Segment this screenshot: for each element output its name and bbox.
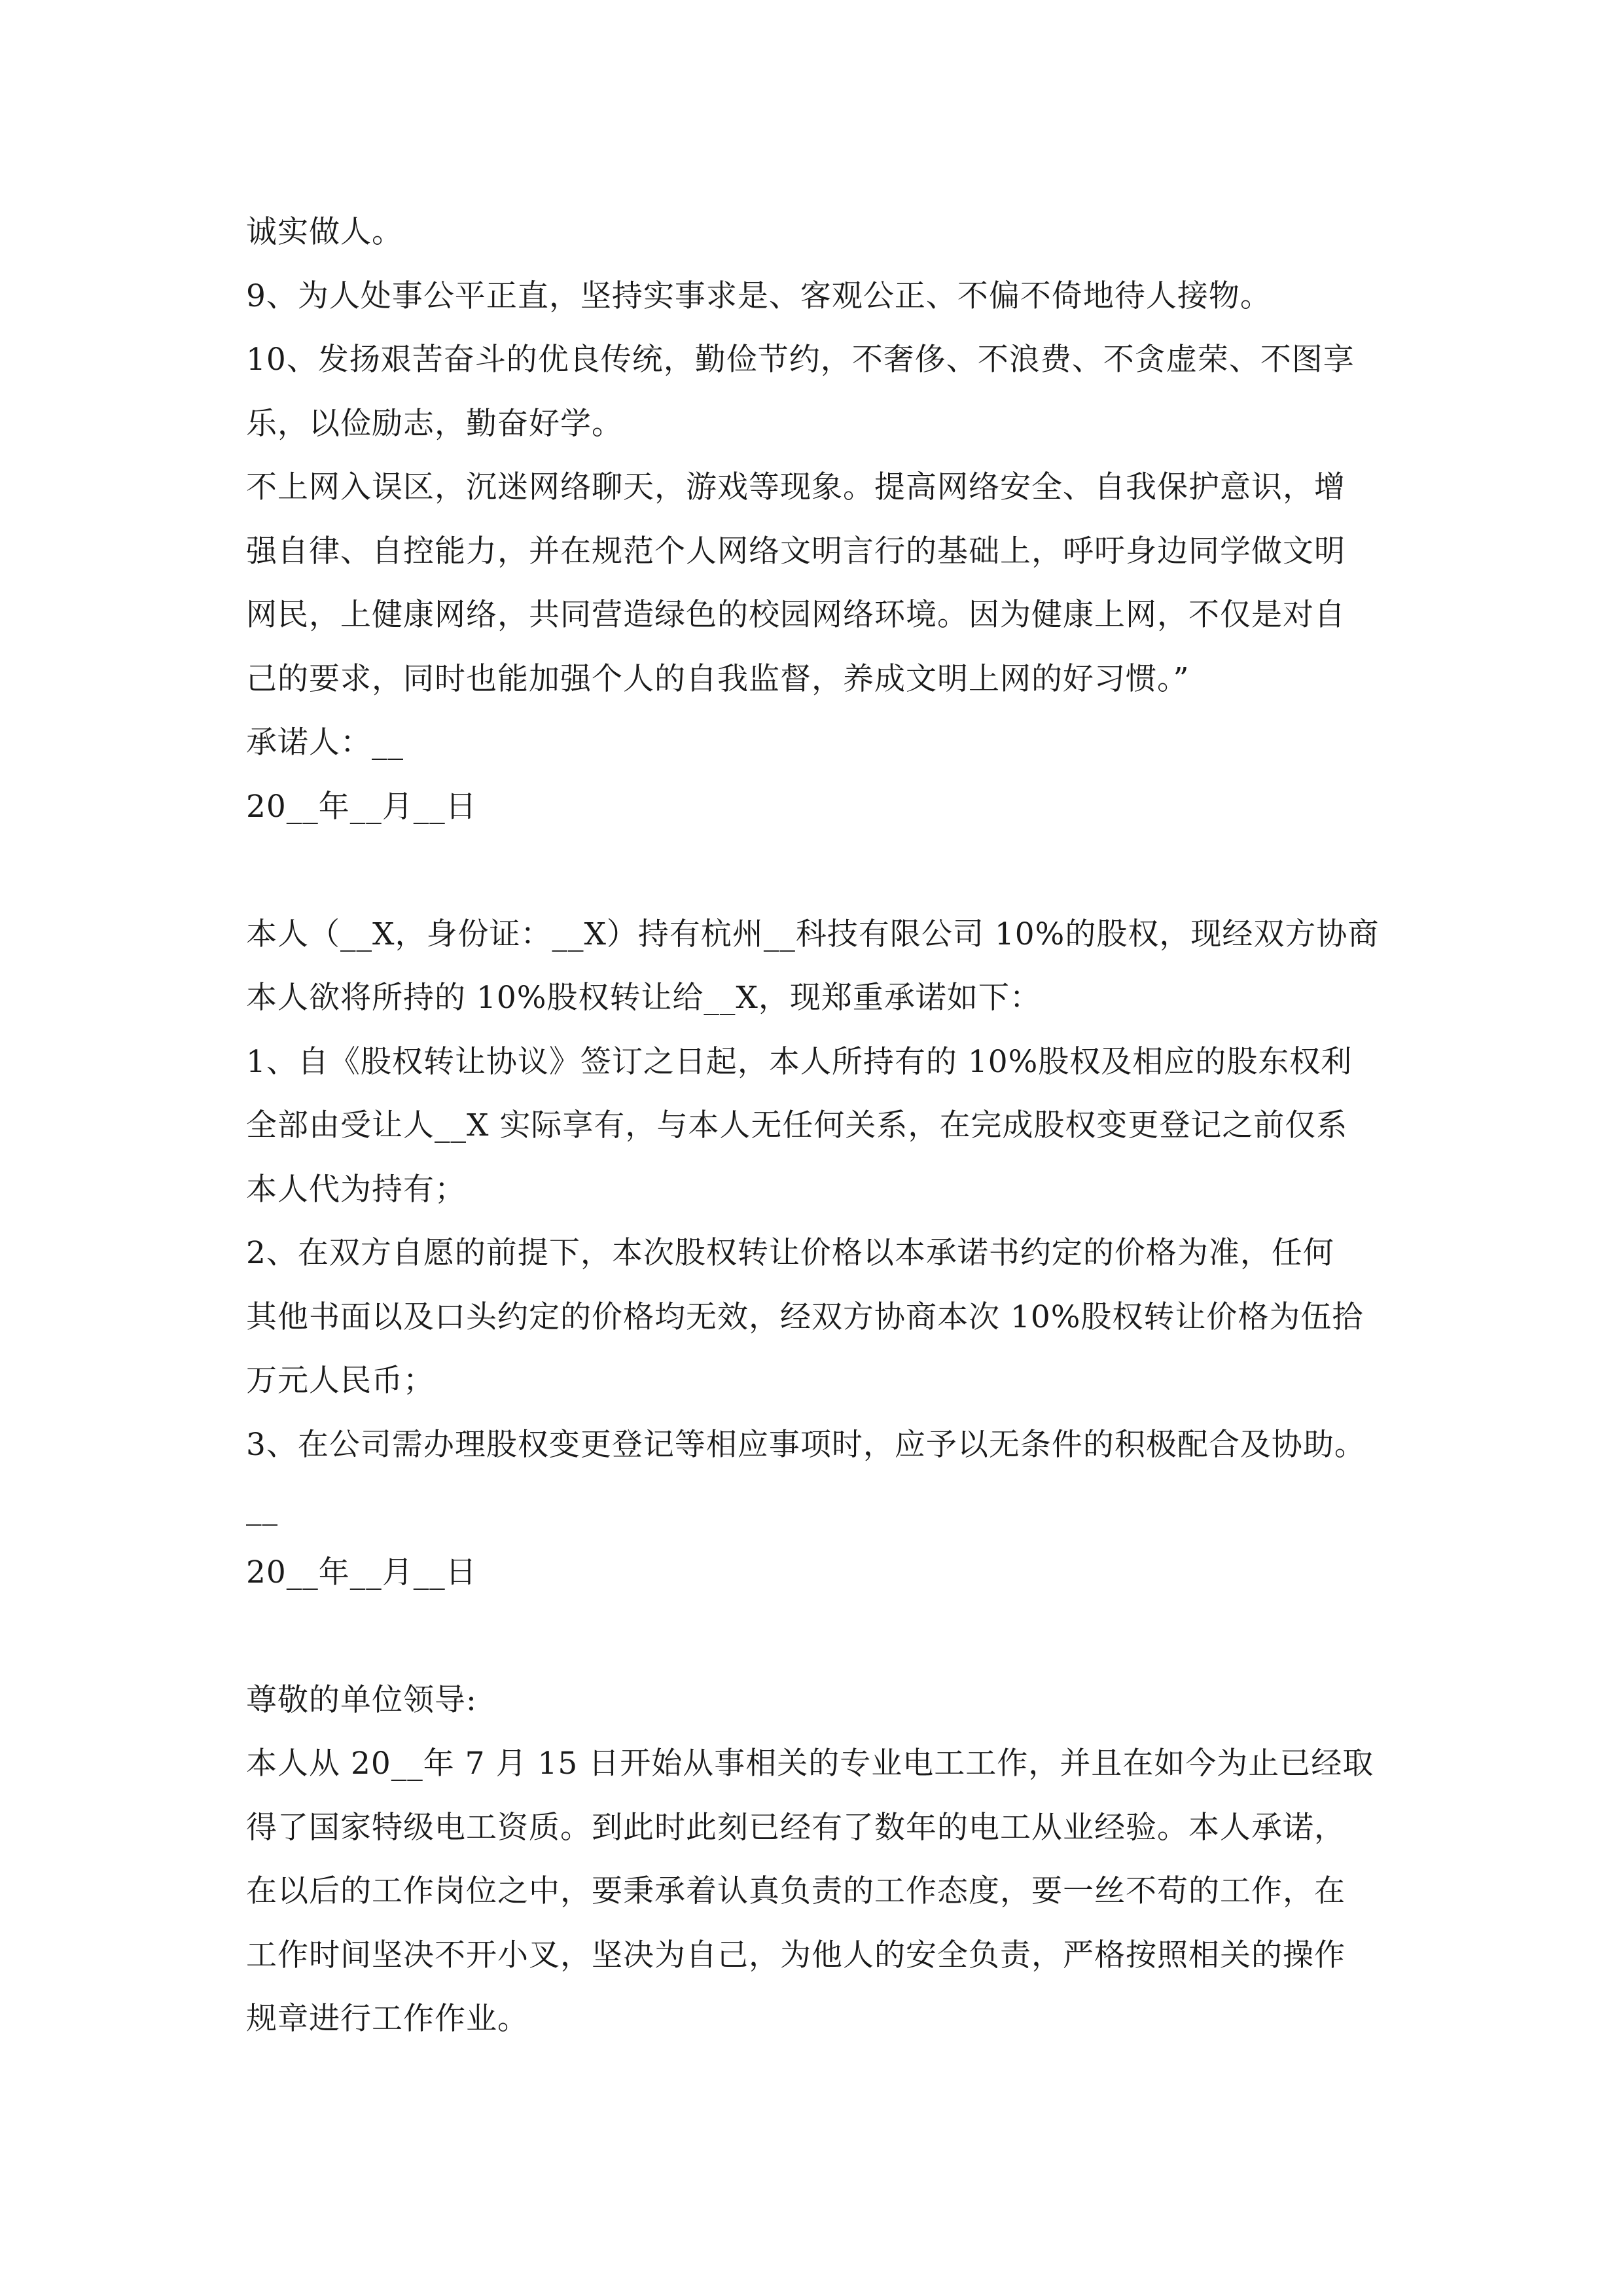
text-line: 3、在公司需办理股权变更登记等相应事项时，应予以无条件的积极配合及协助。 — [246, 1426, 1366, 1463]
text-line: 强自律、自控能力，并在规范个人网络文明言行的基础上，呼吁身边同学做文明 — [246, 533, 1346, 569]
text-line: 全部由受让人__X 实际享有，与本人无任何关系，在完成股权变更登记之前仅系 — [246, 1107, 1348, 1143]
salutation-line: 尊敬的单位领导: — [246, 1681, 477, 1718]
text-line: 工作时间坚决不开小叉，坚决为自己，为他人的安全负责，严格按照相关的操作 — [246, 1937, 1346, 1973]
section-gap — [246, 838, 1385, 903]
text-line: 本人（__X，身份证：__X）持有杭州__科技有限公司 10%的股权，现经双方协商 — [246, 916, 1380, 952]
section-gap — [246, 1604, 1385, 1668]
pledge-section-equity — [246, 903, 1385, 1605]
text-line: 2、在双方自愿的前提下，本次股权转让价格以本承诺书约定的价格为准，任何 — [246, 1235, 1334, 1271]
signature-line: __ — [246, 1490, 278, 1526]
text-line: 10、发扬艰苦奋斗的优良传统，勤俭节约，不奢侈、不浪费、不贪虚荣、不图享 — [246, 342, 1355, 378]
document-body — [246, 200, 1385, 2051]
text-line: 网民，上健康网络，共同营造绿色的校园网络环境。因为健康上网，不仅是对自 — [246, 597, 1346, 633]
text-line: 本人从 20__年 7 月 15 日开始从事相关的专业电工工作，并且在如今为止已经取 — [246, 1746, 1374, 1782]
text-line: 乐，以俭励志，勤奋好学。 — [246, 405, 623, 442]
text-line: 诚实做人。 — [246, 214, 403, 250]
text-line: 万元人民币； — [246, 1363, 435, 1399]
text-line: 在以后的工作岗位之中，要秉承着认真负责的工作态度，要一丝不苟的工作，在 — [246, 1873, 1346, 1909]
text-line: 本人欲将所持的 10%股权转让给__X，现郑重承诺如下： — [246, 980, 1041, 1016]
date-line: 20__年__月__日 — [246, 1554, 477, 1590]
text-line: 得了国家特级电工资质。到此时此刻已经有了数年的电工从业经验。本人承诺， — [246, 1809, 1346, 1846]
text-line: 不上网入误区，沉迷网络聊天，游戏等现象。提高网络安全、自我保护意识，增 — [246, 469, 1346, 505]
text-line: 9、为人处事公平正直，坚持实事求是、客观公正、不偏不倚地待人接物。 — [246, 278, 1272, 314]
text-line: 1、自《股权转让协议》签订之日起，本人所持有的 10%股权及相应的股东权利 — [246, 1043, 1353, 1080]
text-line: 本人代为持有； — [246, 1171, 466, 1208]
text-line: 其他书面以及口头约定的价格均无效，经双方协商本次 10%股权转让价格为伍拾 — [246, 1299, 1364, 1335]
signature-line: 承诺人：__ — [246, 725, 404, 761]
text-line: 规章进行工作作业。 — [246, 2001, 529, 2037]
pledge-section-student — [246, 200, 1385, 838]
pledge-section-electrician — [246, 1668, 1385, 2051]
date-line: 20__年__月__日 — [246, 788, 477, 825]
text-line: 己的要求，同时也能加强个人的自我监督，养成文明上网的好习惯。” — [246, 660, 1190, 697]
